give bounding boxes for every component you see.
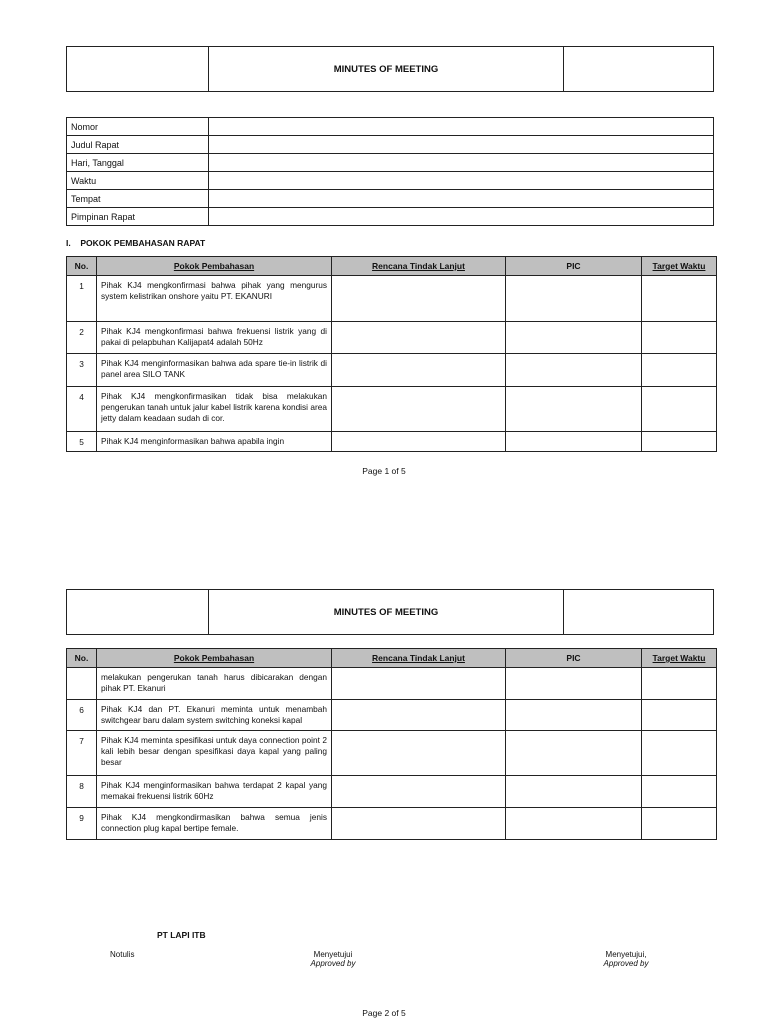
row-number: 8: [67, 776, 97, 808]
discussion-table-page2: [66, 648, 717, 840]
row-pic: [506, 668, 642, 700]
table-row: [67, 668, 717, 700]
col-header-no: No.: [67, 257, 97, 276]
row-number: 7: [67, 731, 97, 776]
row-pic: [506, 731, 642, 776]
row-plan: [332, 322, 506, 354]
row-plan: [332, 808, 506, 840]
row-topic: Pihak KJ4 mengkonfirmasi bahwa pihak yang mengurus system kelistrikan onshore yaitu PT. EKANURI: [97, 276, 332, 322]
row-target: [642, 432, 717, 452]
info-row: [67, 154, 714, 172]
col-header-topic: Pokok Pembahasan: [97, 257, 332, 276]
document-header-table: [66, 46, 714, 92]
row-pic: [506, 354, 642, 387]
row-pic: [506, 432, 642, 452]
info-value: [209, 136, 714, 154]
row-plan: [332, 668, 506, 700]
row-topic: Pihak KJ4 mengkonfirmasikan tidak bisa melakukan pengerukan tanah untuk jalur kabel listrik karena kondisi area jetty dalam keadaan sudah di cor.: [97, 387, 332, 432]
row-number: 1: [67, 276, 97, 322]
info-value: [209, 190, 714, 208]
row-topic: Pihak KJ4 dan PT. Ekanuri meminta untuk menambah switchgear baru dalam system switching koneksi kapal: [97, 700, 332, 731]
row-target: [642, 700, 717, 731]
row-plan: [332, 776, 506, 808]
notulis-label: Notulis: [110, 950, 135, 959]
table-row: [67, 322, 717, 354]
table-row: [67, 387, 717, 432]
info-value: [209, 154, 714, 172]
row-pic: [506, 700, 642, 731]
logo-cell: [67, 590, 209, 635]
info-label: Pimpinan Rapat: [67, 208, 209, 226]
meeting-info-table: [66, 117, 714, 226]
company-name: PT LAPI ITB: [157, 930, 206, 940]
info-label: Nomor: [67, 118, 209, 136]
row-topic: Pihak KJ4 menginformasikan bahwa apabila ingin: [97, 432, 332, 452]
row-number: 3: [67, 354, 97, 387]
row-target: [642, 808, 717, 840]
info-label: Judul Rapat: [67, 136, 209, 154]
col-header-pic: PIC: [506, 257, 642, 276]
col-header-topic: Pokok Pembahasan: [97, 649, 332, 668]
info-label: Tempat: [67, 190, 209, 208]
row-plan: [332, 700, 506, 731]
row-number: 4: [67, 387, 97, 432]
document-header-table-page2: [66, 589, 714, 635]
document-title: MINUTES OF MEETING: [209, 590, 564, 635]
row-target: [642, 322, 717, 354]
row-target: [642, 276, 717, 322]
page-number-1: Page 1 of 5: [362, 466, 406, 476]
info-row: [67, 208, 714, 226]
row-plan: [332, 731, 506, 776]
document-code-cell: [564, 47, 714, 92]
row-number: [67, 668, 97, 700]
table-row: [67, 354, 717, 387]
discussion-table-page1: [66, 256, 717, 452]
table-row: [67, 776, 717, 808]
col-header-plan: Rencana Tindak Lanjut: [332, 257, 506, 276]
row-target: [642, 387, 717, 432]
col-header-target: Target Waktu: [642, 649, 717, 668]
row-topic: Pihak KJ4 mengkonfirmasi bahwa frekuensi listrik yang di pakai di pelapbuhan Kalijapat4 adalah 50Hz: [97, 322, 332, 354]
row-target: [642, 731, 717, 776]
row-plan: [332, 432, 506, 452]
row-pic: [506, 387, 642, 432]
info-row: [67, 190, 714, 208]
row-pic: [506, 276, 642, 322]
approver1-block: [308, 950, 358, 968]
approver2-label: Menyetujui,: [605, 950, 647, 959]
row-topic: Pihak KJ4 mengkondirmasikan bahwa semua jenis connection plug kapal bertipe female.: [97, 808, 332, 840]
col-header-target: Target Waktu: [642, 257, 717, 276]
table-row: [67, 700, 717, 731]
info-label: Hari, Tanggal: [67, 154, 209, 172]
row-pic: [506, 808, 642, 840]
approver2-block: [600, 950, 652, 968]
approver1-label: Menyetujui: [313, 950, 353, 959]
logo-cell: [67, 47, 209, 92]
section-heading: [66, 238, 205, 248]
section-number: I.: [66, 238, 71, 248]
col-header-plan: Rencana Tindak Lanjut: [332, 649, 506, 668]
approver1-label-en: Approved by: [310, 959, 356, 968]
row-topic: Pihak KJ4 menginformasikan bahwa terdapat 2 kapal yang memakai frekuensi listrik 60Hz: [97, 776, 332, 808]
approver2-label-en: Approved by: [603, 959, 649, 968]
row-number: 2: [67, 322, 97, 354]
row-plan: [332, 387, 506, 432]
document-code-cell: [564, 590, 714, 635]
row-pic: [506, 776, 642, 808]
info-row: [67, 118, 714, 136]
row-topic: melakukan pengerukan tanah harus dibicarakan dengan pihak PT. Ekanuri: [97, 668, 332, 700]
row-number: 6: [67, 700, 97, 731]
row-plan: [332, 276, 506, 322]
info-label: Waktu: [67, 172, 209, 190]
table-row: [67, 432, 717, 452]
table-row: [67, 731, 717, 776]
table-row: [67, 276, 717, 322]
row-pic: [506, 322, 642, 354]
page-number-2: Page 2 of 5: [362, 1008, 406, 1018]
info-value: [209, 208, 714, 226]
row-number: 5: [67, 432, 97, 452]
section-title: POKOK PEMBAHASAN RAPAT: [80, 238, 206, 248]
document-title: MINUTES OF MEETING: [209, 47, 564, 92]
row-plan: [332, 354, 506, 387]
row-number: 9: [67, 808, 97, 840]
info-value: [209, 172, 714, 190]
row-target: [642, 668, 717, 700]
row-topic: Pihak KJ4 menginformasikan bahwa ada spare tie-in listrik di panel area SILO TANK: [97, 354, 332, 387]
row-target: [642, 776, 717, 808]
table-row: [67, 808, 717, 840]
info-row: [67, 172, 714, 190]
col-header-pic: PIC: [506, 649, 642, 668]
info-row: [67, 136, 714, 154]
col-header-no: No.: [67, 649, 97, 668]
row-topic: Pihak KJ4 meminta spesifikasi untuk daya connection point 2 kali lebih besar dengan spesifikasi daya kapal yang paling besar: [97, 731, 332, 776]
row-target: [642, 354, 717, 387]
info-value: [209, 118, 714, 136]
